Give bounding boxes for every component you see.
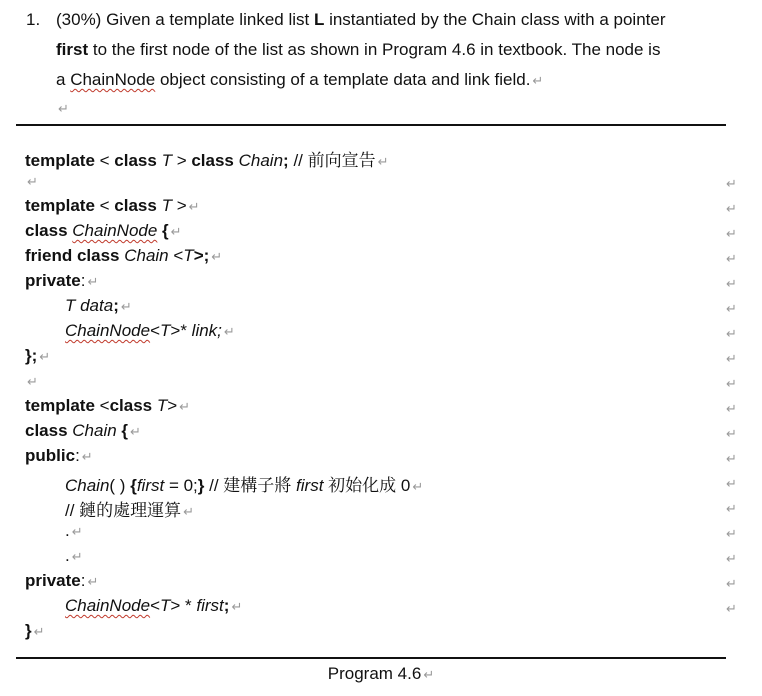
arrow-mark: ↵	[726, 476, 737, 491]
code-line-comment: // 鏈的處理運算 ↵	[65, 501, 195, 520]
code-line-constructor: Chain( ) {first = 0;} // 建構子將 first 初始化成 0 ↵	[65, 476, 424, 495]
code-line-first: ChainNode<T> * first; ↵	[65, 596, 243, 615]
arrow-mark: ↵	[726, 201, 737, 216]
arrow-mark: ↵	[726, 351, 737, 366]
code-line-private-2: private: ↵	[25, 571, 99, 590]
arrow-mark: ↵	[726, 526, 737, 541]
program-caption: Program 4.6 ↵	[327, 664, 435, 683]
code-line-class-chainnode: class ChainNode { ↵	[25, 221, 182, 240]
question-line-3: a ChainNode object consisting of a template data and link field. ↵	[56, 70, 544, 89]
bottom-rule	[16, 657, 726, 659]
code-line-close-2: } ↵	[25, 621, 45, 640]
arrow-mark: ↵	[726, 251, 737, 266]
arrow-mark: ↵	[726, 551, 737, 566]
arrow-mark: ↵	[726, 576, 737, 591]
code-line-friend: friend class Chain <T>; ↵	[25, 246, 223, 265]
question-line-2: first to the first node of the list as shown in Program 4.6 in textbook. The node is	[56, 40, 661, 59]
code-line-close-1: }; ↵	[25, 346, 51, 365]
arrow-mark: ↵	[726, 276, 737, 291]
code-line-dot-1: . ↵	[65, 521, 83, 540]
code-line-template: template < class T > ↵	[25, 196, 200, 215]
arrow-mark: ↵	[726, 601, 737, 616]
code-line-public: public: ↵	[25, 446, 93, 465]
arrow-mark: ↵	[726, 451, 737, 466]
code-line-forward-decl: template < class T > class Chain; // 前向宣告 ↵	[25, 151, 389, 170]
arrow-mark: ↵	[726, 401, 737, 416]
arrow-mark: ↵	[726, 301, 737, 316]
code-line-private-1: private: ↵	[25, 271, 99, 290]
code-line-dot-2: . ↵	[65, 546, 83, 565]
arrow-mark: ↵	[726, 501, 737, 516]
question-number: 1.	[26, 10, 41, 29]
question-line-1: (30%) Given a template linked list L instantiated by the Chain class with a pointer	[56, 10, 666, 29]
code-line-blank-2: ↵	[27, 374, 38, 389]
paragraph-mark: ↵	[532, 73, 544, 88]
arrow-mark: ↵	[726, 426, 737, 441]
top-rule	[16, 124, 726, 126]
code-line-data: T data; ↵	[65, 296, 132, 315]
code-line-class-chain: class Chain { ↵	[25, 421, 141, 440]
code-line-blank: ↵	[27, 174, 38, 189]
arrow-mark: ↵	[726, 376, 737, 391]
code-line-link: ChainNode<T>* link; ↵	[65, 321, 235, 340]
arrow-mark: ↵	[726, 176, 737, 191]
arrow-mark: ↵	[726, 326, 737, 341]
empty-paragraph: ↵	[58, 101, 69, 116]
arrow-mark: ↵	[726, 226, 737, 241]
code-line-template-2: template <class T> ↵	[25, 396, 191, 415]
